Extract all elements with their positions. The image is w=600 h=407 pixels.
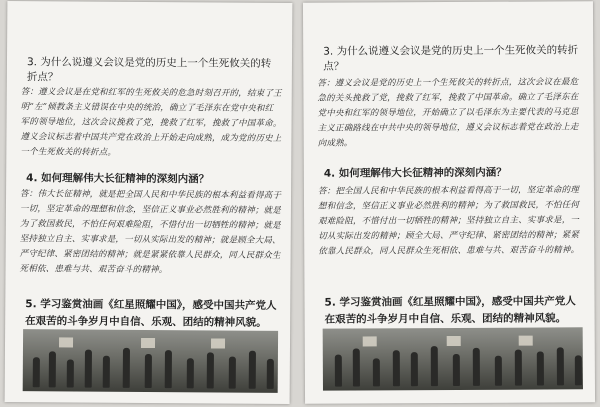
question-5: 5. 学习鉴赏油画《红星照耀中国》，感受中国共产党人在艰苦的斗争岁月中自信、乐观、团结的精神风貌。 [25,298,277,329]
figure-shape [229,357,236,389]
worksheet-page-right [303,1,595,404]
figure-shape [49,351,56,387]
figure-shape [33,357,40,387]
question-5: 5. 学习鉴赏油画《红星照耀中国》，感受中国共产党人在艰苦的斗争岁月中自信、乐观、团结的精神风貌。 [324,295,576,326]
flag-shape [141,338,155,348]
flag-shape [59,337,73,347]
answer-4-handwritten: 答：伟大长征精神，就是把全国人民和中华民族的根本利益看得高于一切，坚定革命的理想和信念，坚信正义事业必然胜利的精神；就是为了救国救民，不怕任何艰难险阻，不惜付出一切牺牲的精神；就是坚持独立自主、实事求是，一切从实际出发的精神；就是顾全大局、严守纪律、紧密团结的精神；就是紧紧依靠人民群众，同人民群众生死相依、患难与共、艰苦奋斗的精神。 [19,189,282,276]
figure-shape [187,358,194,388]
figure-shape [453,354,460,386]
figure-shape [353,348,360,386]
answer-4-handwritten: 答：把全国人民和中华民族的根本利益看得高于一切，坚定革命的理想和信念，坚信正义事业必然胜利的精神；为了救国救民，不怕任何艰难险阻，不惜付出一切牺牲的精神；坚持独立自主、实事求是，一切从实际出发的精神；顾全大局、严守纪律、紧密团结的精神；紧紧依靠人民群众，同人民群众生死相依、患难与共、艰苦奋斗的精神。 [317,185,580,257]
question-3: 3. 为什么说遵义会议是党的历史上一个生死攸关的转折点？ [323,44,579,73]
flag-shape [447,336,461,346]
figure-shape [431,346,438,386]
figure-shape [495,356,502,386]
answer-3-handwritten: 答：遵义会议是在党和红军的生死攸关的危急时刻召开的，结束了王明“左”倾教条主义错误在中央的统治，确立了毛泽东在党中央和红军的领导地位，这次会议挽救了党，挽救了红军，挽救了中国革命。遵义会议标志着中国共产党在政治上开始走向成熟，成为党的历史上一个生死攸关的转折点。 [20,87,282,158]
figure-shape [85,350,92,388]
figure-shape [373,358,380,386]
figure-shape [103,356,110,388]
flag-shape [211,338,225,348]
flag-shape [363,336,377,346]
figure-shape [123,348,130,388]
flag-shape [519,336,533,346]
figure-shape [335,355,342,387]
figure-shape [411,352,418,386]
question-4: 4. 如何理解伟大长征精神的深刻内涵？ [26,172,210,186]
painting-photo [23,329,278,393]
figure-shape [515,350,522,386]
figure-shape [207,352,214,388]
figure-shape [473,348,480,386]
painting-photo [323,327,583,390]
figure-shape [575,355,582,385]
figure-shape [145,354,152,388]
question-4: 4. 如何理解伟大长征精神的深刻内涵？ [323,166,507,180]
figure-shape [165,350,172,388]
figure-shape [393,350,400,386]
figure-shape [537,352,544,386]
answer-3-handwritten: 答：遵义会议是党的历史上一个生死攸关的转折点，这次会议在最危急的关头挽救了党，挽救了红军，挽救了中国革命。确立了毛泽东在党中央和红军的领导地位，开始确立了以毛泽东为主要代表的马克思主义正确路线在中共中央的领导地位，遵义会议标志着党在政治上走向成熟。 [317,77,579,149]
figure-shape [249,351,256,389]
figure-shape [267,359,274,389]
figure-shape [557,347,564,385]
figure-shape [67,359,74,387]
worksheet-page-left [5,1,293,404]
question-3: 3. 为什么说遵义会议是党的历史上一个生死攸关的转折点？ [26,56,272,84]
